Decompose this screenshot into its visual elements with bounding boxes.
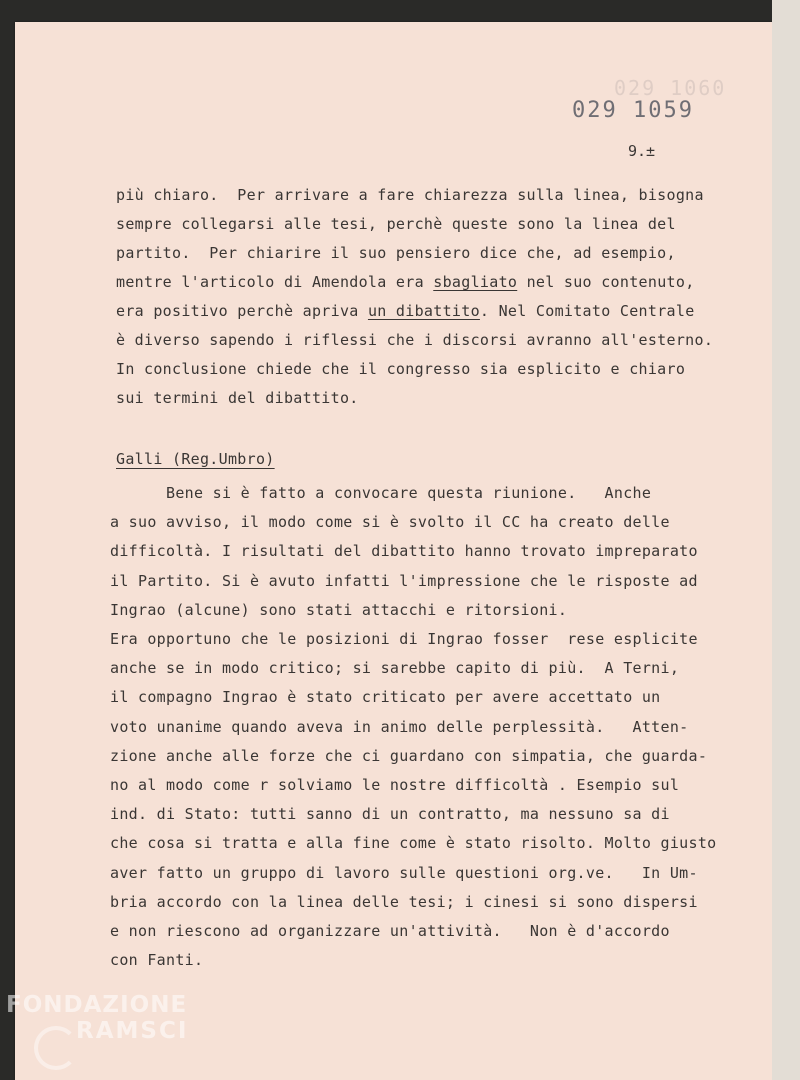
text-line: e non riescono ad organizzare un'attività. Non è d'accordo	[110, 922, 670, 940]
text-line: zione anche alle forze che ci guardano con simpatia, che guarda-	[110, 746, 708, 765]
text-line: più chiaro. Per arrivare a fare chiarezza sulla linea, bisogna	[116, 186, 704, 204]
page-number: 9.±	[628, 142, 656, 160]
fondazione-gramsci-logo	[6, 992, 188, 1044]
text-line: voto unanime quando aveva in animo delle perplessità. Atten-	[110, 717, 689, 736]
logo-line-2: RAMSCI	[76, 1018, 189, 1044]
text-line: anche se in modo critico; si sarebbe capito di più. A Terni,	[110, 659, 680, 678]
text-line: partito. Per chiarire il suo pensiero dice che, ad esempio,	[116, 244, 676, 262]
text-line: sempre collegarsi alle tesi, perchè queste sono la linea del	[116, 215, 676, 233]
archive-number-bleed: 029 1060	[614, 76, 727, 100]
text-line: bria accordo con la linea delle tesi; i cinesi si sono dispersi	[110, 892, 698, 911]
speaker-heading: Galli (Reg.Umbro)	[116, 450, 275, 468]
archive-number: 029 1059	[572, 98, 694, 123]
text-line: con Fanti.	[110, 951, 204, 970]
text-line: In conclusione chiede che il congresso sia esplicito e chiaro	[116, 360, 686, 378]
logo-g-mark	[34, 1026, 78, 1070]
text-line: il Partito. Si è avuto infatti l'impressione che le risposte ad	[110, 571, 698, 590]
text-line: aver fatto un gruppo di lavoro sulle questioni org.ve. In Um-	[110, 863, 698, 882]
text-line: Era opportuno che le posizioni di Ingrao fosser rese esplicite	[110, 630, 698, 648]
text-line: Bene si è fatto a convocare questa riunione. Anche	[110, 484, 652, 502]
text-line: no al modo come r solviamo le nostre difficoltà . Esempio sul	[110, 776, 680, 794]
underlined-phrase: un dibattito	[367, 302, 480, 320]
text-line: sui termini del dibattito.	[116, 389, 359, 407]
text-line: ind. di Stato: tutti sanno di un contratto, ma nessuno sa di	[110, 805, 670, 824]
logo-line-1: FONDAZIONE	[6, 992, 188, 1018]
text-line: era positivo perchè apriva un dibattito. Nel Comitato Centrale	[116, 302, 695, 320]
underlined-phrase: sbagliato	[433, 273, 518, 291]
text-line: è diverso sapendo i riflessi che i discorsi avranno all'esterno.	[116, 331, 714, 349]
text-line: a suo avviso, il modo come si è svolto il CC ha creato delle	[110, 513, 670, 532]
text-line: mentre l'articolo di Amendola era sbagliato nel suo contenuto,	[116, 273, 695, 291]
text-line: il compagno Ingrao è stato criticato per avere accettato un	[110, 688, 661, 707]
text-line: che cosa si tratta e alla fine come è stato risolto. Molto giusto	[110, 834, 717, 853]
text-line: difficoltà. I risultati del dibattito hanno trovato impreparato	[110, 542, 698, 561]
scan-edge	[772, 0, 800, 1080]
text-line: Ingrao (alcune) sono stati attacchi e ritorsioni.	[110, 600, 568, 619]
